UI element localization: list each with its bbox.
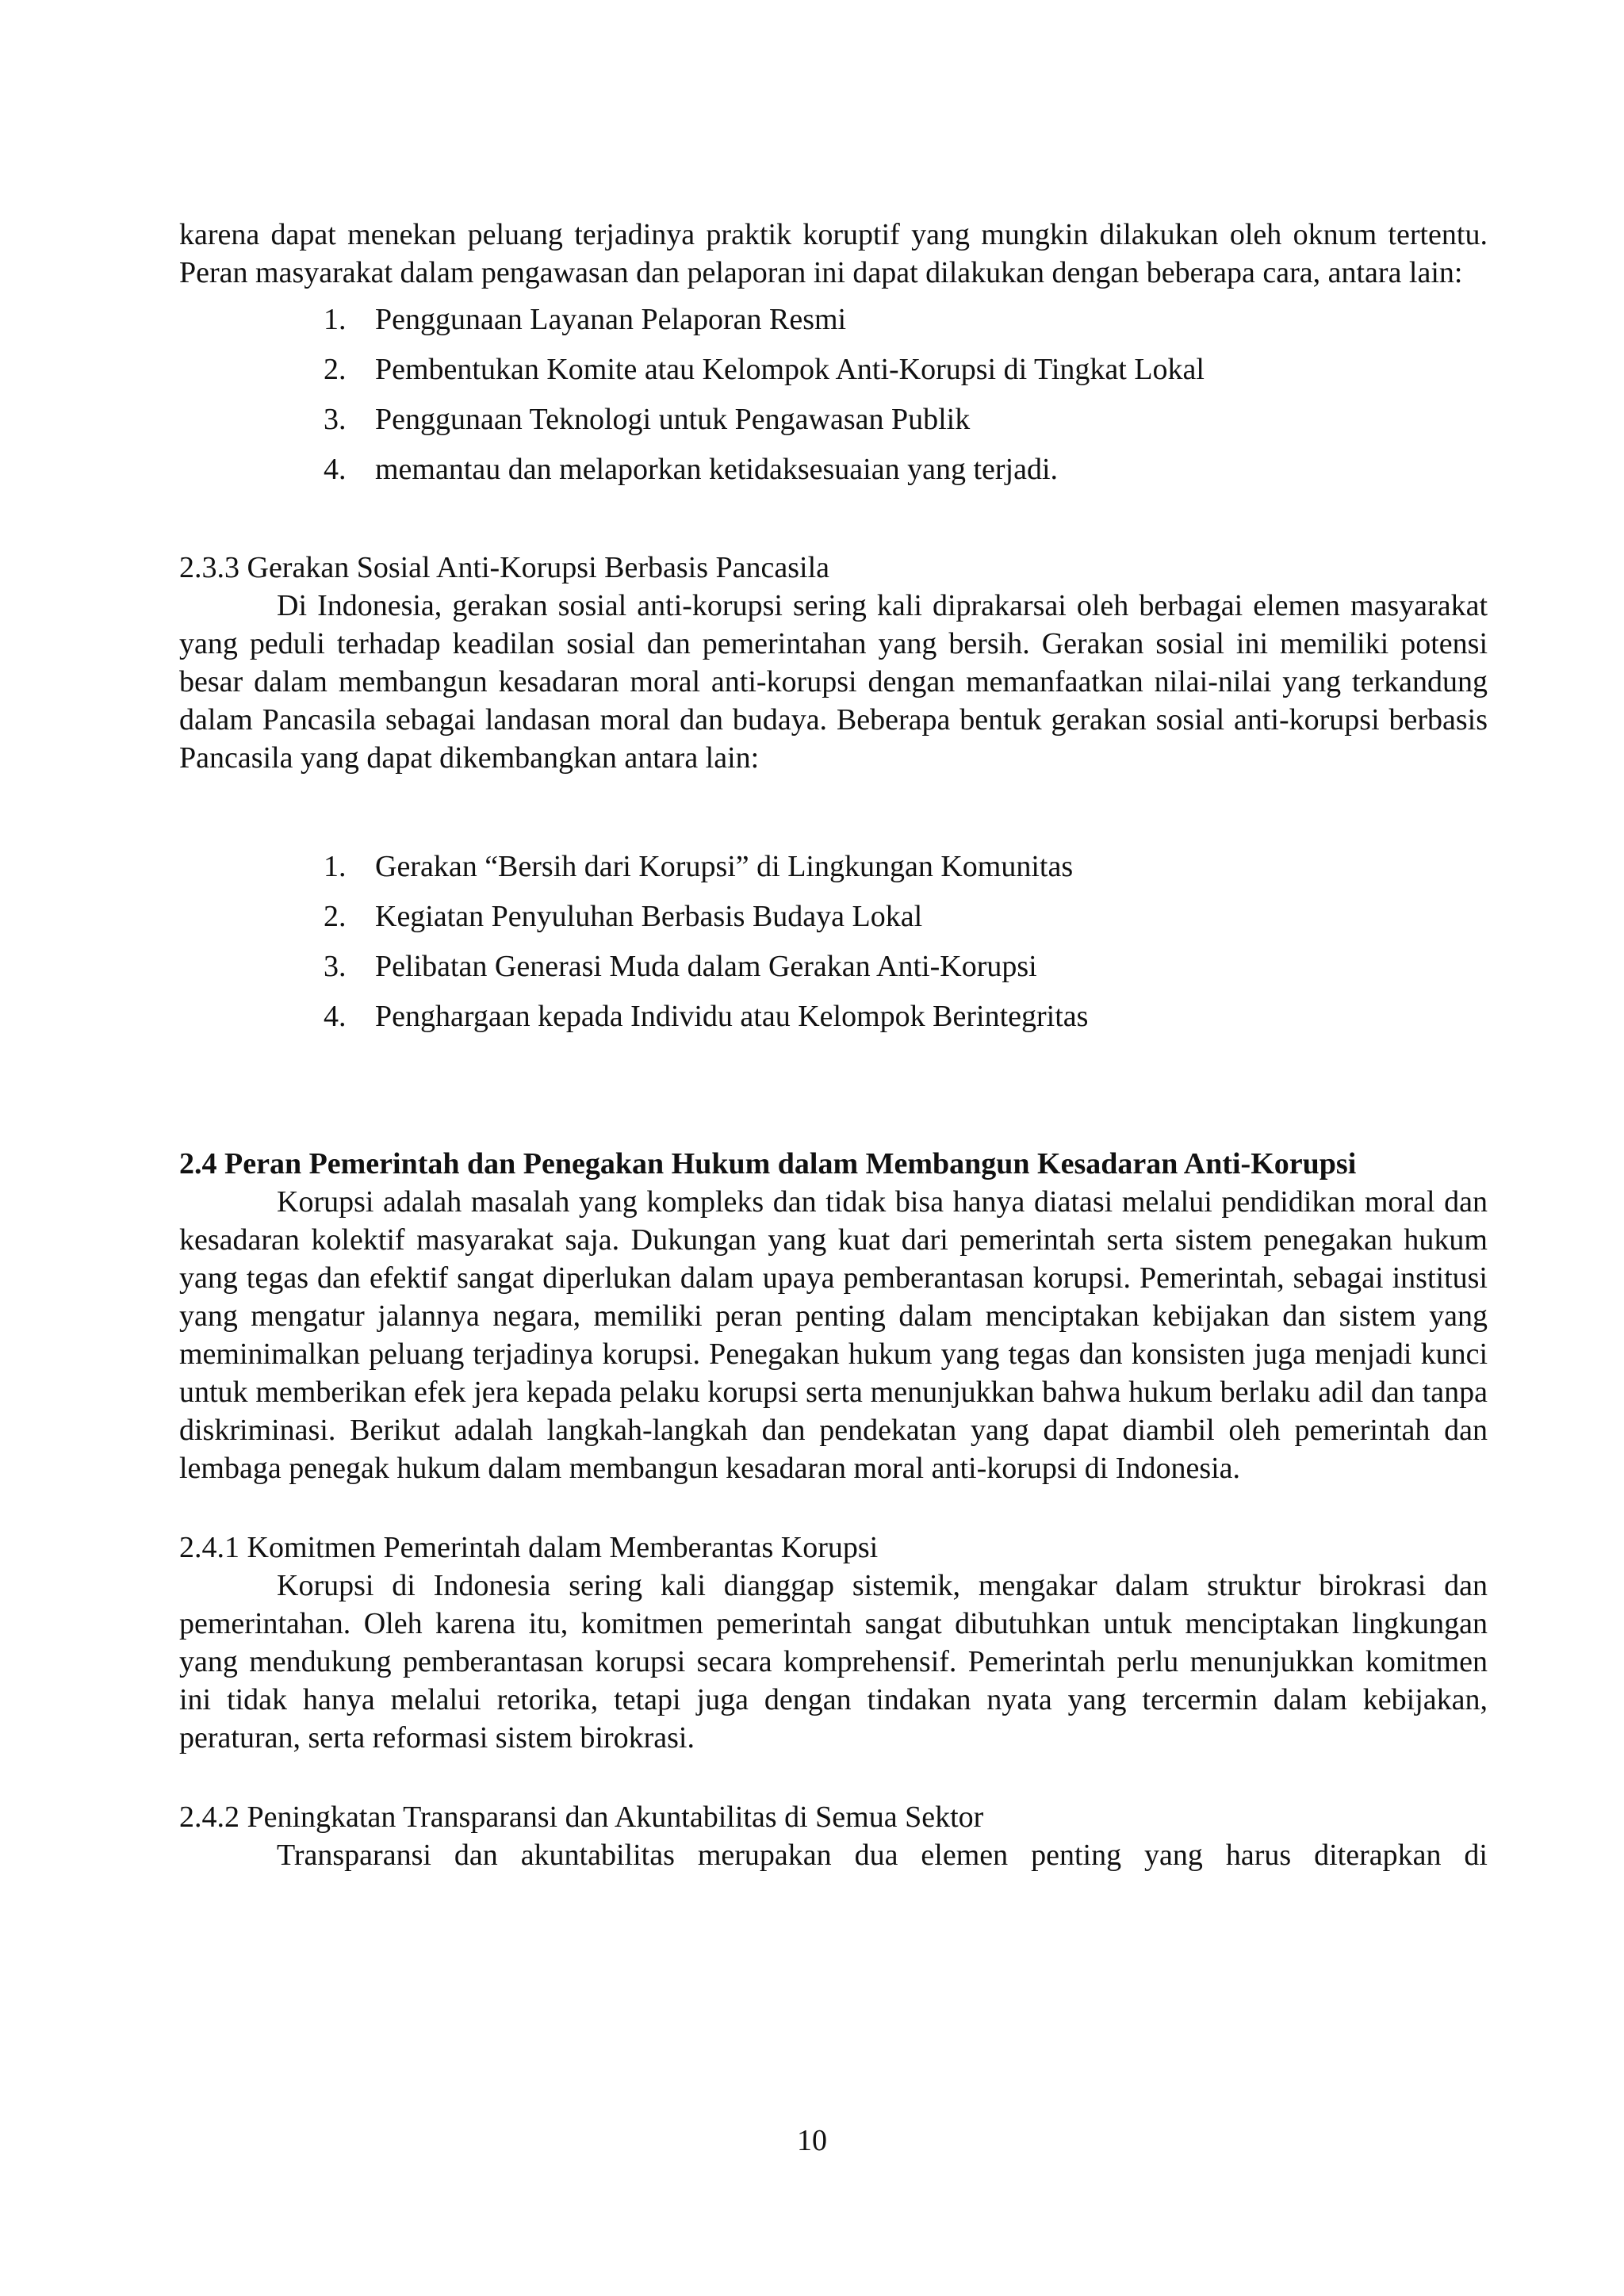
section-2-3-3-paragraph: Di Indonesia, gerakan sosial anti-korupsi sering kali diprakarsai oleh berbagai elemen masyarakat yang peduli terhadap keadilan sosial dan pemerintahan yang bersih. Gerakan sosial ini memiliki potensi besar dalam membangun kesadaran moral anti-korupsi dengan memanfaatkan nilai-nilai yang terkandung dalam Pancasila sebagai landasan moral dan budaya. Beberapa bentuk gerakan sosial anti-korupsi berbasis Pancasila yang dapat dikembangkan antara lain:	[179, 589, 1488, 775]
list-item-text: Penggunaan Teknologi untuk Pengawasan Publik	[375, 403, 971, 436]
list-number: 1.	[324, 850, 347, 883]
intro-paragraph: karena dapat menekan peluang terjadinya praktik koruptif yang mungkin dilakukan oleh oknum tertentu. Peran masyarakat dalam pengawasan dan pelaporan ini dapat dilakukan dengan beberapa cara, antara lain:	[179, 218, 1488, 289]
list-number: 3.	[324, 403, 347, 436]
list-item	[179, 395, 1488, 445]
list-number: 4.	[324, 1000, 347, 1033]
list-number: 2.	[324, 353, 347, 386]
social-movement-list	[179, 842, 1488, 1042]
list-item	[179, 992, 1488, 1042]
list-item-text: memantau dan melaporkan ketidaksesuaian yang terjadi.	[375, 453, 1059, 486]
list-item	[179, 295, 1488, 345]
list-item-text: Penghargaan kepada Individu atau Kelompok Berintegritas	[375, 1000, 1089, 1033]
spacer	[179, 777, 1488, 842]
list-item-text: Penggunaan Layanan Pelaporan Resmi	[375, 303, 847, 336]
list-number: 3.	[324, 950, 347, 983]
list-number: 2.	[324, 900, 347, 933]
list-item	[179, 345, 1488, 395]
list-item	[179, 445, 1488, 495]
list-item-text: Gerakan “Bersih dari Korupsi” di Lingkungan Komunitas	[375, 850, 1074, 883]
section-heading-2-4-2: 2.4.2 Peningkatan Transparansi dan Akuntabilitas di Semua Sektor	[179, 1800, 984, 1834]
spacer	[179, 495, 1488, 549]
list-number: 1.	[324, 303, 347, 336]
section-heading-2-4: 2.4 Peran Pemerintah dan Penegakan Hukum dalam Membangun Kesadaran Anti-Korupsi	[179, 1147, 1357, 1181]
list-item-text: Pelibatan Generasi Muda dalam Gerakan Anti-Korupsi	[375, 950, 1037, 983]
list-number: 4.	[324, 453, 347, 486]
section-2-4-2-paragraph: Transparansi dan akuntabilitas merupakan dua elemen penting yang harus diterapkan di	[277, 1839, 1488, 1872]
spacer	[179, 1757, 1488, 1798]
reporting-methods-list	[179, 295, 1488, 495]
section-2-4-1-paragraph: Korupsi di Indonesia sering kali dianggap sistemik, mengakar dalam struktur birokrasi dan pemerintahan. Oleh karena itu, komitmen pemerintah sangat dibutuhkan untuk menciptakan lingkungan yang mendukung pemberantasan korupsi secara komprehensif. Pemerintah perlu menunjukkan komitmen ini tidak hanya melalui retorika, tetapi juga dengan tindakan nyata yang tercermin dalam kebijakan, peraturan, serta reformasi sistem birokrasi.	[179, 1569, 1488, 1755]
spacer	[179, 1042, 1488, 1145]
section-heading-2-4-1: 2.4.1 Komitmen Pemerintah dalam Memberantas Korupsi	[179, 1531, 879, 1564]
list-item-text: Pembentukan Komite atau Kelompok Anti-Korupsi di Tingkat Lokal	[375, 353, 1205, 386]
spacer	[179, 1487, 1488, 1529]
list-item	[179, 892, 1488, 942]
section-2-4-paragraph: Korupsi adalah masalah yang kompleks dan tidak bisa hanya diatasi melalui pendidikan moral dan kesadaran kolektif masyarakat saja. Dukungan yang kuat dari pemerintah serta sistem penegakan hukum yang tegas dan efektif sangat diperlukan dalam upaya pemberantasan korupsi. Pemerintah, sebagai institusi yang mengatur jalannya negara, memiliki peran penting dalam menciptakan kebijakan dan sistem yang meminimalkan peluang terjadinya korupsi. Penegakan hukum yang tegas dan konsisten juga menjadi kunci untuk memberikan efek jera kepada pelaku korupsi serta menunjukkan bahwa hukum berlaku adil dan tanpa diskriminasi. Berikut adalah langkah-langkah dan pendekatan yang dapat diambil oleh pemerintah dan lembaga penegak hukum dalam membangun kesadaran moral anti-korupsi di Indonesia.	[179, 1185, 1488, 1485]
section-heading-2-3-3: 2.3.3 Gerakan Sosial Anti-Korupsi Berbasis Pancasila	[179, 551, 830, 584]
list-item	[179, 942, 1488, 992]
page-content	[179, 216, 1488, 1874]
list-item-text: Kegiatan Penyuluhan Berbasis Budaya Lokal	[375, 900, 923, 933]
list-item	[179, 842, 1488, 892]
page-number: 10	[797, 2124, 827, 2157]
